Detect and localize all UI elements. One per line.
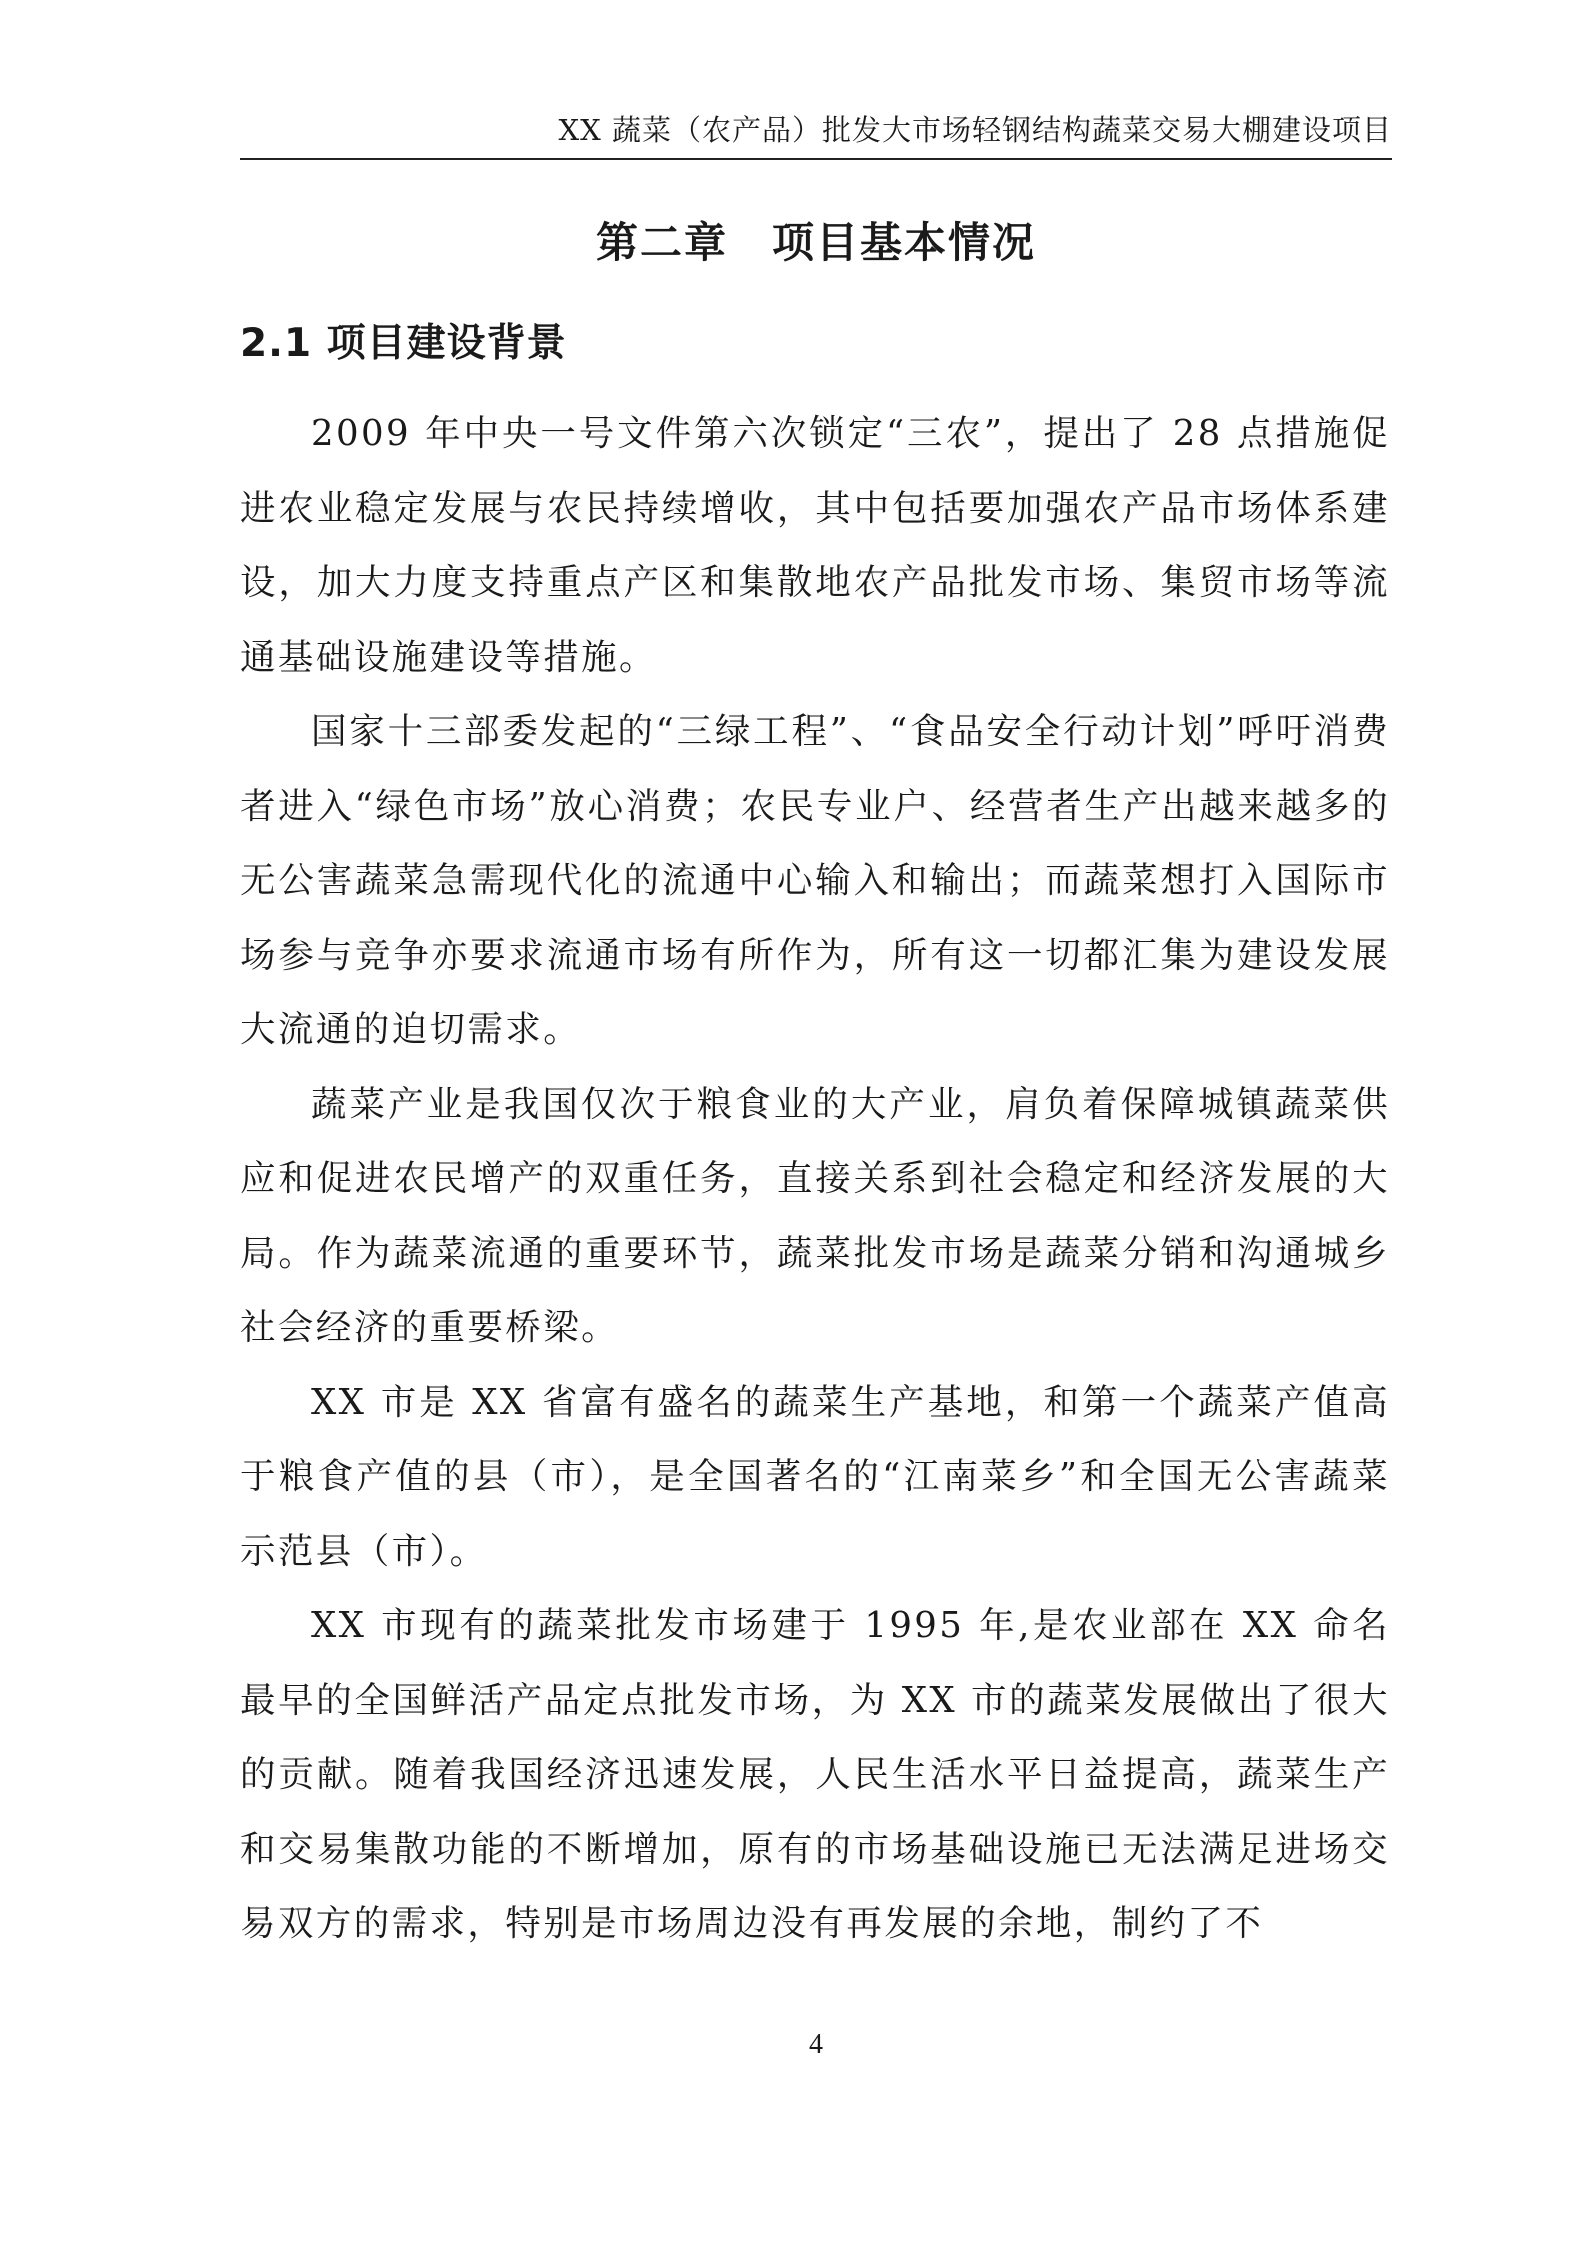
- paragraph: 国家十三部委发起的“三绿工程”、“食品安全行动计划”呼吁消费者进入“绿色市场”放心消费；农民专业户、经营者生产出越来越多的无公害蔬菜急需现代化的流通中心输入和输出；而蔬菜想打入国际市场参与竞争亦要求流通市场有所作为，所有这一切都汇集为建设发展大流通的迫切需求。: [240, 711, 1390, 1050]
- paragraph: 2009 年中央一号文件第六次锁定“三农”，提出了 28 点措施促进农业稳定发展与农民持续增收，其中包括要加强农产品市场体系建设，加大力度支持重点产区和集散地农产品批发市场、集贸市场等流通基础设施建设等措施。: [240, 413, 1390, 678]
- paragraph: XX 市是 XX 省富有盛名的蔬菜生产基地，和第一个蔬菜产值高于粮食产值的县（市），是全国著名的“江南菜乡”和全国无公害蔬菜示范县（市）。: [240, 1381, 1390, 1572]
- paragraph: XX 市现有的蔬菜批发市场建于 1995 年,是农业部在 XX 命名最早的全国鲜活产品定点批发市场，为 XX 市的蔬菜发展做出了很大的贡献。随着我国经济迅速发展，人民生活水平日益提高，蔬菜生产和交易集散功能的不断增加，原有的市场基础设施已无法满足进场交易双方的需求，特别是市场周边没有再发展的余地，制约了不: [240, 1605, 1390, 1944]
- chapter-title: 第二章 项目基本情况: [595, 218, 1036, 267]
- header-rule: [240, 158, 1392, 160]
- running-header: XX 蔬菜（农产品）批发大市场轻钢结构蔬菜交易大棚建设项目: [558, 113, 1392, 147]
- page-number: 4: [809, 2029, 823, 2060]
- document-body: [240, 397, 1390, 1962]
- section-title: 2.1 项目建设背景: [240, 321, 567, 366]
- paragraph: 蔬菜产业是我国仅次于粮食业的大产业，肩负着保障城镇蔬菜供应和促进农民增产的双重任务，直接关系到社会稳定和经济发展的大局。作为蔬菜流通的重要环节，蔬菜批发市场是蔬菜分销和沟通城乡社会经济的重要桥梁。: [240, 1083, 1390, 1348]
